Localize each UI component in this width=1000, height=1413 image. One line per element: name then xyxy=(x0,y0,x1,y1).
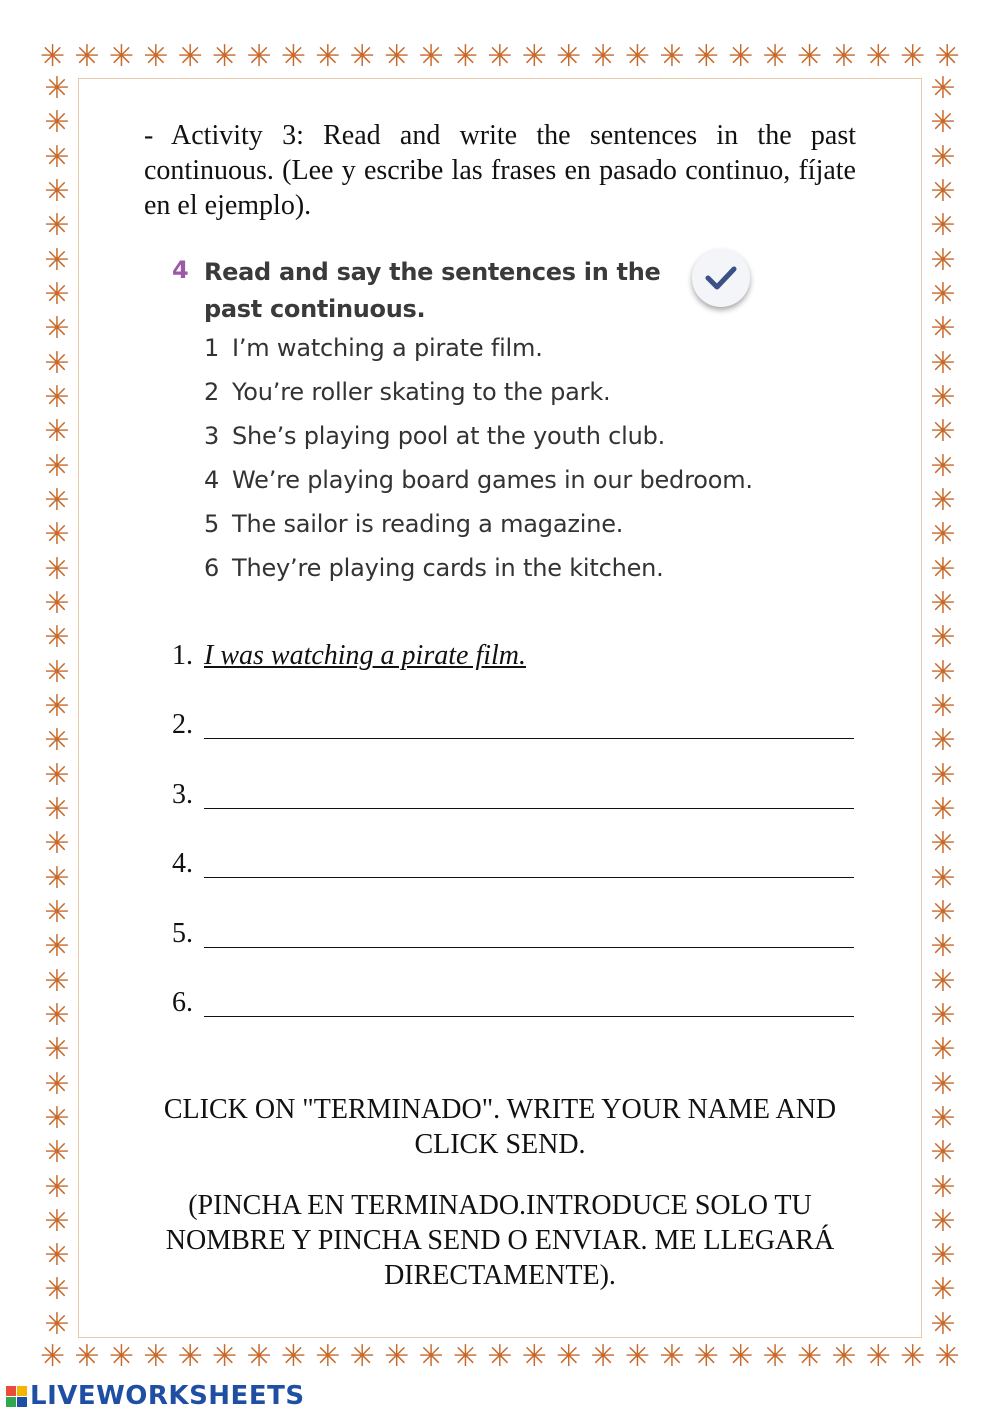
border-star-icon: ✳ xyxy=(930,757,956,793)
border-star-icon: ✳ xyxy=(521,39,547,74)
border-star-icon: ✳ xyxy=(865,1339,891,1374)
border-star-icon: ✳ xyxy=(177,1339,203,1374)
sentence-number: 6 xyxy=(204,554,220,582)
border-star-icon: ✳ xyxy=(108,39,134,74)
border-star-icon: ✳ xyxy=(930,139,956,175)
sentence-list xyxy=(204,334,804,598)
answer-label: 3. xyxy=(172,779,193,810)
border-star-icon: ✳ xyxy=(930,1272,956,1308)
answer-row xyxy=(172,774,862,811)
sentence-text: We’re playing board games in our bedroom. xyxy=(232,466,753,494)
border-star-icon: ✳ xyxy=(44,860,70,896)
border-star-icon: ✳ xyxy=(44,688,70,724)
border-star-icon: ✳ xyxy=(930,1169,956,1205)
border-star-icon: ✳ xyxy=(624,39,651,74)
border-star-icon: ✳ xyxy=(930,1203,956,1239)
border-star-icon: ✳ xyxy=(930,379,956,415)
exercise-title: Read and say the sentences in the past continuous. xyxy=(204,258,661,323)
answer-field-6[interactable] xyxy=(204,982,854,1017)
border-star-icon: ✳ xyxy=(930,1135,956,1171)
border-star-icon: ✳ xyxy=(930,1238,956,1274)
border-star-icon: ✳ xyxy=(74,1339,100,1374)
answer-row xyxy=(172,843,862,880)
border-star-icon: ✳ xyxy=(487,1339,513,1374)
border-star-icon: ✳ xyxy=(143,39,169,74)
border-top xyxy=(40,40,960,74)
border-star-icon: ✳ xyxy=(930,276,956,312)
border-star-icon: ✳ xyxy=(44,345,70,381)
border-star-icon: ✳ xyxy=(831,1339,857,1374)
border-star-icon: ✳ xyxy=(44,1135,70,1171)
border-star-icon: ✳ xyxy=(44,173,70,209)
sentence-item xyxy=(204,334,804,378)
border-star-icon: ✳ xyxy=(44,1066,70,1102)
border-star-icon: ✳ xyxy=(930,654,956,690)
border-star-icon: ✳ xyxy=(44,1169,70,1205)
border-star-icon: ✳ xyxy=(930,448,956,484)
border-star-icon: ✳ xyxy=(556,1339,582,1374)
answer-row xyxy=(172,704,862,741)
border-star-icon: ✳ xyxy=(930,860,956,896)
border-star-icon: ✳ xyxy=(44,1203,70,1239)
border-star-icon: ✳ xyxy=(930,345,956,381)
border-star-icon: ✳ xyxy=(44,654,70,690)
border-star-icon: ✳ xyxy=(930,208,956,244)
border-star-icon: ✳ xyxy=(693,39,719,74)
border-star-icon: ✳ xyxy=(44,997,70,1033)
border-star-icon: ✳ xyxy=(930,963,956,999)
sentence-text: You’re roller skating to the park. xyxy=(232,378,611,406)
border-star-icon: ✳ xyxy=(44,482,70,518)
border-star-icon: ✳ xyxy=(452,1339,479,1374)
answer-label: 2. xyxy=(172,709,193,740)
border-star-icon: ✳ xyxy=(44,311,70,347)
sentence-number: 4 xyxy=(204,466,220,494)
border-star-icon: ✳ xyxy=(280,39,306,74)
sentence-item xyxy=(204,378,804,422)
border-star-icon: ✳ xyxy=(930,311,956,347)
answer-field-3[interactable] xyxy=(204,774,854,809)
border-star-icon: ✳ xyxy=(212,39,238,74)
border-star-icon: ✳ xyxy=(796,39,823,74)
border-star-icon: ✳ xyxy=(44,242,70,278)
border-star-icon: ✳ xyxy=(44,1306,70,1342)
border-star-icon: ✳ xyxy=(44,929,70,965)
sentence-number: 2 xyxy=(204,378,220,406)
border-star-icon: ✳ xyxy=(246,39,272,74)
answer-field-5[interactable] xyxy=(204,913,854,948)
border-star-icon: ✳ xyxy=(44,414,70,450)
answer-label: 1. xyxy=(172,640,193,671)
sentence-number: 5 xyxy=(204,510,220,538)
border-star-icon: ✳ xyxy=(930,517,956,553)
border-star-icon: ✳ xyxy=(831,39,857,74)
border-star-icon: ✳ xyxy=(349,39,375,74)
border-star-icon: ✳ xyxy=(659,39,685,74)
border-star-icon: ✳ xyxy=(44,379,70,415)
border-star-icon: ✳ xyxy=(930,826,956,862)
border-star-icon: ✳ xyxy=(349,1339,375,1374)
border-star-icon: ✳ xyxy=(556,39,582,74)
sentence-item xyxy=(204,466,804,510)
activity-instructions: - Activity 3: Read and write the sentences in the past continuous. (Lee y escribe las frases en pasado continuo, fíjate en el ejemplo). xyxy=(144,120,856,221)
border-star-icon: ✳ xyxy=(44,551,70,587)
border-star-icon: ✳ xyxy=(44,1238,70,1274)
border-star-icon: ✳ xyxy=(315,39,341,74)
border-star-icon: ✳ xyxy=(44,105,70,141)
border-star-icon: ✳ xyxy=(44,723,70,759)
border-star-icon: ✳ xyxy=(930,1100,956,1136)
border-star-icon: ✳ xyxy=(930,894,956,930)
border-star-icon: ✳ xyxy=(930,1032,956,1068)
border-star-icon: ✳ xyxy=(930,242,956,278)
answer-field-2[interactable] xyxy=(204,704,854,739)
border-star-icon: ✳ xyxy=(108,1339,134,1374)
border-star-icon: ✳ xyxy=(930,723,956,759)
border-star-icon: ✳ xyxy=(418,39,444,74)
border-star-icon: ✳ xyxy=(44,826,70,862)
border-star-icon: ✳ xyxy=(40,1339,66,1374)
logo-mark-icon xyxy=(6,1386,27,1407)
border-star-icon: ✳ xyxy=(40,39,66,74)
border-star-icon: ✳ xyxy=(44,894,70,930)
border-star-icon: ✳ xyxy=(930,1306,956,1342)
border-star-icon: ✳ xyxy=(728,1339,754,1374)
border-star-icon: ✳ xyxy=(212,1339,238,1374)
sentence-text: They’re playing cards in the kitchen. xyxy=(232,554,664,582)
border-star-icon: ✳ xyxy=(44,517,70,553)
border-star-icon: ✳ xyxy=(44,1272,70,1308)
sentence-item xyxy=(204,422,804,466)
answer-field-4[interactable] xyxy=(204,843,854,878)
sentence-item xyxy=(204,510,804,554)
border-star-icon: ✳ xyxy=(900,39,926,74)
answer-row xyxy=(172,982,862,1019)
border-star-icon: ✳ xyxy=(44,963,70,999)
border-star-icon: ✳ xyxy=(930,482,956,518)
border-star-icon: ✳ xyxy=(930,105,956,141)
border-star-icon: ✳ xyxy=(930,929,956,965)
exercise-number: 4 xyxy=(172,256,189,284)
border-star-icon: ✳ xyxy=(930,585,956,621)
border-star-icon: ✳ xyxy=(930,1066,956,1102)
border-star-icon: ✳ xyxy=(762,1339,788,1374)
border-star-icon: ✳ xyxy=(796,1339,823,1374)
answer-label: 6. xyxy=(172,987,193,1018)
example-answer: I was watching a pirate film. xyxy=(204,640,526,671)
closing-instructions-spanish: (PINCHA EN TERMINADO.INTRODUCE SOLO TU NOMBRE Y PINCHA SEND O ENVIAR. ME LLEGARÁ DIRECTAMENTE). xyxy=(165,1190,835,1291)
sentence-text: The sailor is reading a magazine. xyxy=(232,510,624,538)
border-star-icon: ✳ xyxy=(44,71,70,106)
border-star-icon: ✳ xyxy=(865,39,891,74)
border-bottom xyxy=(40,1340,960,1374)
border-star-icon: ✳ xyxy=(590,1339,616,1374)
border-star-icon: ✳ xyxy=(44,757,70,793)
border-star-icon: ✳ xyxy=(762,39,788,74)
answer-label: 4. xyxy=(172,848,193,879)
border-star-icon: ✳ xyxy=(693,1339,719,1374)
border-star-icon: ✳ xyxy=(44,585,70,621)
border-star-icon: ✳ xyxy=(930,414,956,450)
answer-label: 5. xyxy=(172,918,193,949)
border-star-icon: ✳ xyxy=(590,39,616,74)
border-star-icon: ✳ xyxy=(418,1339,444,1374)
border-star-icon: ✳ xyxy=(44,620,70,656)
answer-row xyxy=(172,913,862,950)
border-star-icon: ✳ xyxy=(44,1100,70,1136)
logo-text: LIVEWORKSHEETS xyxy=(30,1381,305,1411)
border-star-icon: ✳ xyxy=(44,139,70,175)
border-star-icon: ✳ xyxy=(930,997,956,1033)
border-star-icon: ✳ xyxy=(728,39,754,74)
border-star-icon: ✳ xyxy=(900,1339,926,1374)
border-star-icon: ✳ xyxy=(44,448,70,484)
border-star-icon: ✳ xyxy=(44,791,70,827)
border-star-icon: ✳ xyxy=(280,1339,306,1374)
sentence-text: She’s playing pool at the youth club. xyxy=(232,422,666,450)
sentence-number: 3 xyxy=(204,422,220,450)
border-star-icon: ✳ xyxy=(384,39,410,74)
border-star-icon: ✳ xyxy=(934,1339,960,1374)
border-star-icon: ✳ xyxy=(624,1339,651,1374)
border-star-icon: ✳ xyxy=(452,39,479,74)
border-star-icon: ✳ xyxy=(74,39,100,74)
border-left xyxy=(40,71,74,1342)
border-star-icon: ✳ xyxy=(44,1032,70,1068)
border-star-icon: ✳ xyxy=(44,208,70,244)
border-star-icon: ✳ xyxy=(930,551,956,587)
border-star-icon: ✳ xyxy=(487,39,513,74)
border-star-icon: ✳ xyxy=(246,1339,272,1374)
border-star-icon: ✳ xyxy=(315,1339,341,1374)
border-star-icon: ✳ xyxy=(934,39,960,74)
closing-instructions-english: CLICK ON "TERMINADO". WRITE YOUR NAME AND CLICK SEND. xyxy=(163,1094,837,1160)
example-answer-row xyxy=(172,640,862,672)
border-star-icon: ✳ xyxy=(659,1339,685,1374)
sentence-number: 1 xyxy=(204,334,220,362)
border-star-icon: ✳ xyxy=(930,71,956,106)
border-star-icon: ✳ xyxy=(44,276,70,312)
border-star-icon: ✳ xyxy=(930,620,956,656)
border-star-icon: ✳ xyxy=(143,1339,169,1374)
border-star-icon: ✳ xyxy=(930,791,956,827)
checkmark-icon xyxy=(692,249,750,307)
border-star-icon: ✳ xyxy=(521,1339,547,1374)
border-star-icon: ✳ xyxy=(384,1339,410,1374)
border-star-icon: ✳ xyxy=(930,173,956,209)
sentence-item xyxy=(204,554,804,598)
border-star-icon: ✳ xyxy=(930,688,956,724)
liveworksheets-logo xyxy=(6,1381,305,1411)
sentence-text: I’m watching a pirate film. xyxy=(232,334,543,362)
border-right xyxy=(926,71,960,1342)
border-star-icon: ✳ xyxy=(177,39,203,74)
